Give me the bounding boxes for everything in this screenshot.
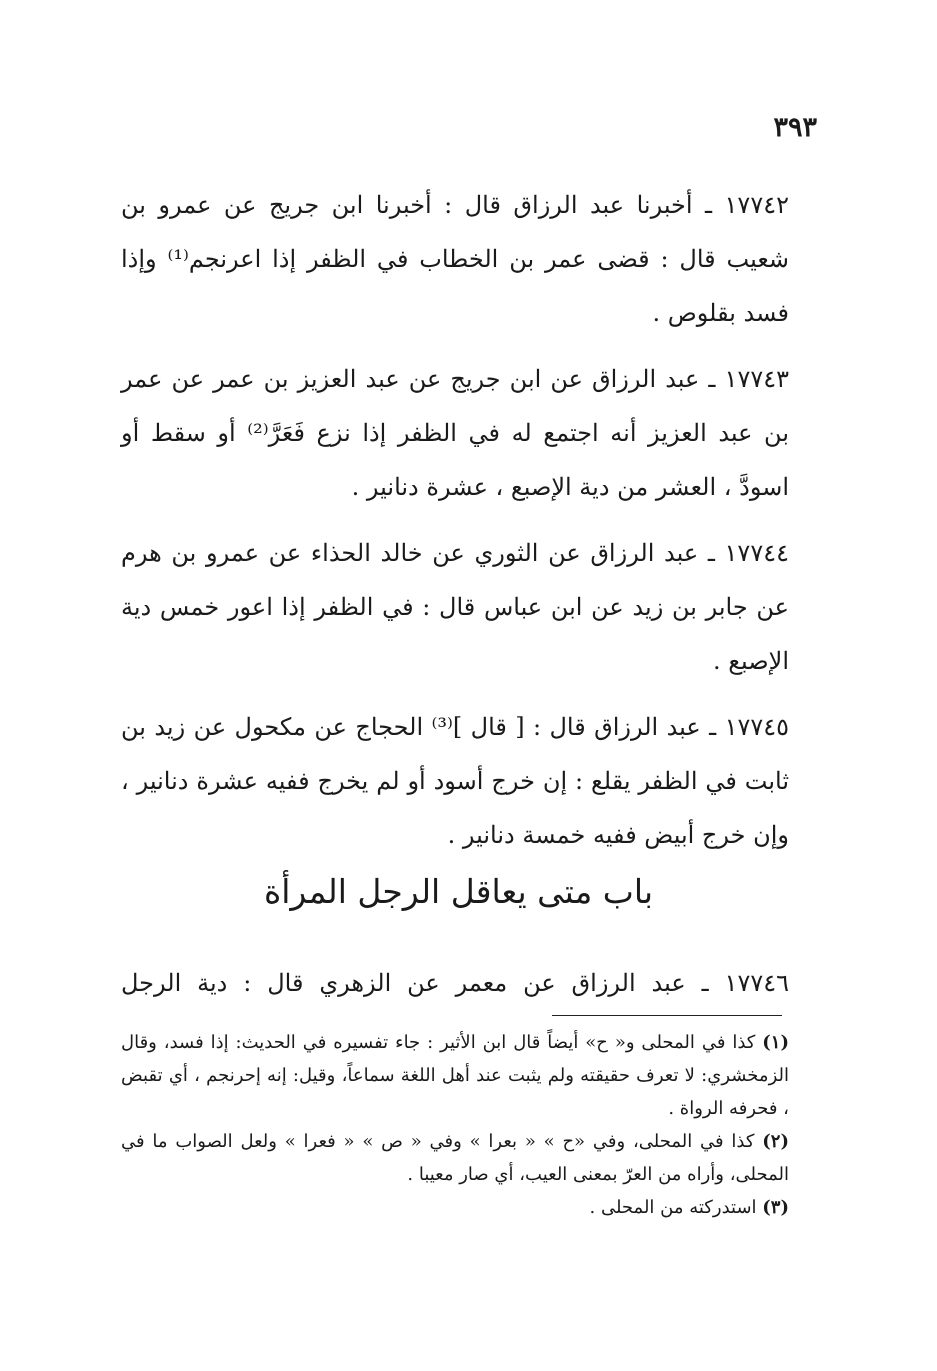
hadith-paragraph-17744 bbox=[121, 526, 789, 688]
hadith-number: ١٧٧٤٦ bbox=[724, 969, 789, 997]
hadith-paragraph-17746 bbox=[121, 956, 789, 1010]
hadith-paragraph-17745 bbox=[121, 700, 789, 862]
hadith-text: عبد الرزاق قال : [ قال ]⁽³⁾ الحجاج عن مكحول عن زيد بن ثابت في الظفر يقلع : إن خرج أسود أو لم يخرج ففيه عشرة دنانير ، وإن خرج أبيض ففيه خمسة دنانير . bbox=[121, 713, 789, 849]
hadith-number: ١٧٧٤٣ bbox=[724, 365, 789, 393]
hadith-paragraph-17743 bbox=[121, 352, 789, 514]
footnote-number: (٣) bbox=[762, 1197, 789, 1218]
dash: ـ bbox=[698, 539, 715, 567]
dash: ـ bbox=[685, 969, 709, 997]
footnote-3 bbox=[121, 1191, 789, 1224]
footnote-text: كذا في المحلى، وفي «ح » « بعرا » وفي « ص » « فعرا » ولعل الصواب ما في المحلى، وأراه من العرّ بمعنى العيب، أي صار معيبا . bbox=[121, 1131, 789, 1185]
footnote-number: (١) bbox=[762, 1032, 789, 1053]
footnote-2 bbox=[121, 1125, 789, 1191]
hadith-text: عبد الرزاق عن الثوري عن خالد الحذاء عن عمرو بن هرم عن جابر بن زيد عن ابن عباس قال : في الظفر إذا اعور خمس دية الإصبع . bbox=[121, 539, 789, 675]
hadith-text: عبد الرزاق عن ابن جريج عن عبد العزيز بن عمر عن عمر بن عبد العزيز أنه اجتمع له في الظفر إذا نزع فَعَرَّ⁽²⁾ أو سقط أو اسودَّ ، العشر من دية الإصبع ، عشرة دنانير . bbox=[121, 365, 790, 501]
dash: ـ bbox=[692, 191, 713, 219]
chapter-title: باب متى يعاقل الرجل المرأة bbox=[263, 872, 654, 911]
page-number: ٣٩٣ bbox=[773, 112, 817, 143]
footnote-text: استدركته من المحلى . bbox=[589, 1197, 757, 1218]
hadith-number: ١٧٧٤٢ bbox=[724, 191, 789, 219]
footnote-number: (٢) bbox=[762, 1131, 789, 1152]
hadith-number: ١٧٧٤٥ bbox=[724, 713, 790, 741]
dash: ـ bbox=[699, 365, 716, 393]
footnotes bbox=[121, 1026, 789, 1224]
main-text bbox=[121, 178, 789, 874]
hadith-text: أخبرنا عبد الرزاق قال : أخبرنا ابن جريج عن عمرو بن شعيب قال : قضى عمر بن الخطاب في الظفر إذا اعرنجم⁽¹⁾ وإذا فسد بقلوص . bbox=[121, 191, 789, 327]
hadith-text: عبد الرزاق عن معمر عن الزهري قال : دية الرجل bbox=[121, 969, 686, 997]
footnote-divider bbox=[552, 1015, 782, 1016]
dash: ـ bbox=[700, 713, 717, 741]
hadith-number: ١٧٧٤٤ bbox=[724, 539, 789, 567]
hadith-paragraph-17742 bbox=[121, 178, 789, 340]
footnote-1 bbox=[121, 1026, 789, 1125]
footnote-text: كذا في المحلى و« ح» أيضاً قال ابن الأثير : جاء تفسيره في الحديث: إذا فسد، وقال الزمخشري: لا تعرف حقيقته ولم يثبت عند أهل اللغة سماعاً، وقيل: إنه إحرنجم ، أي تقبض ، فحرفه الرواة . bbox=[121, 1032, 789, 1119]
